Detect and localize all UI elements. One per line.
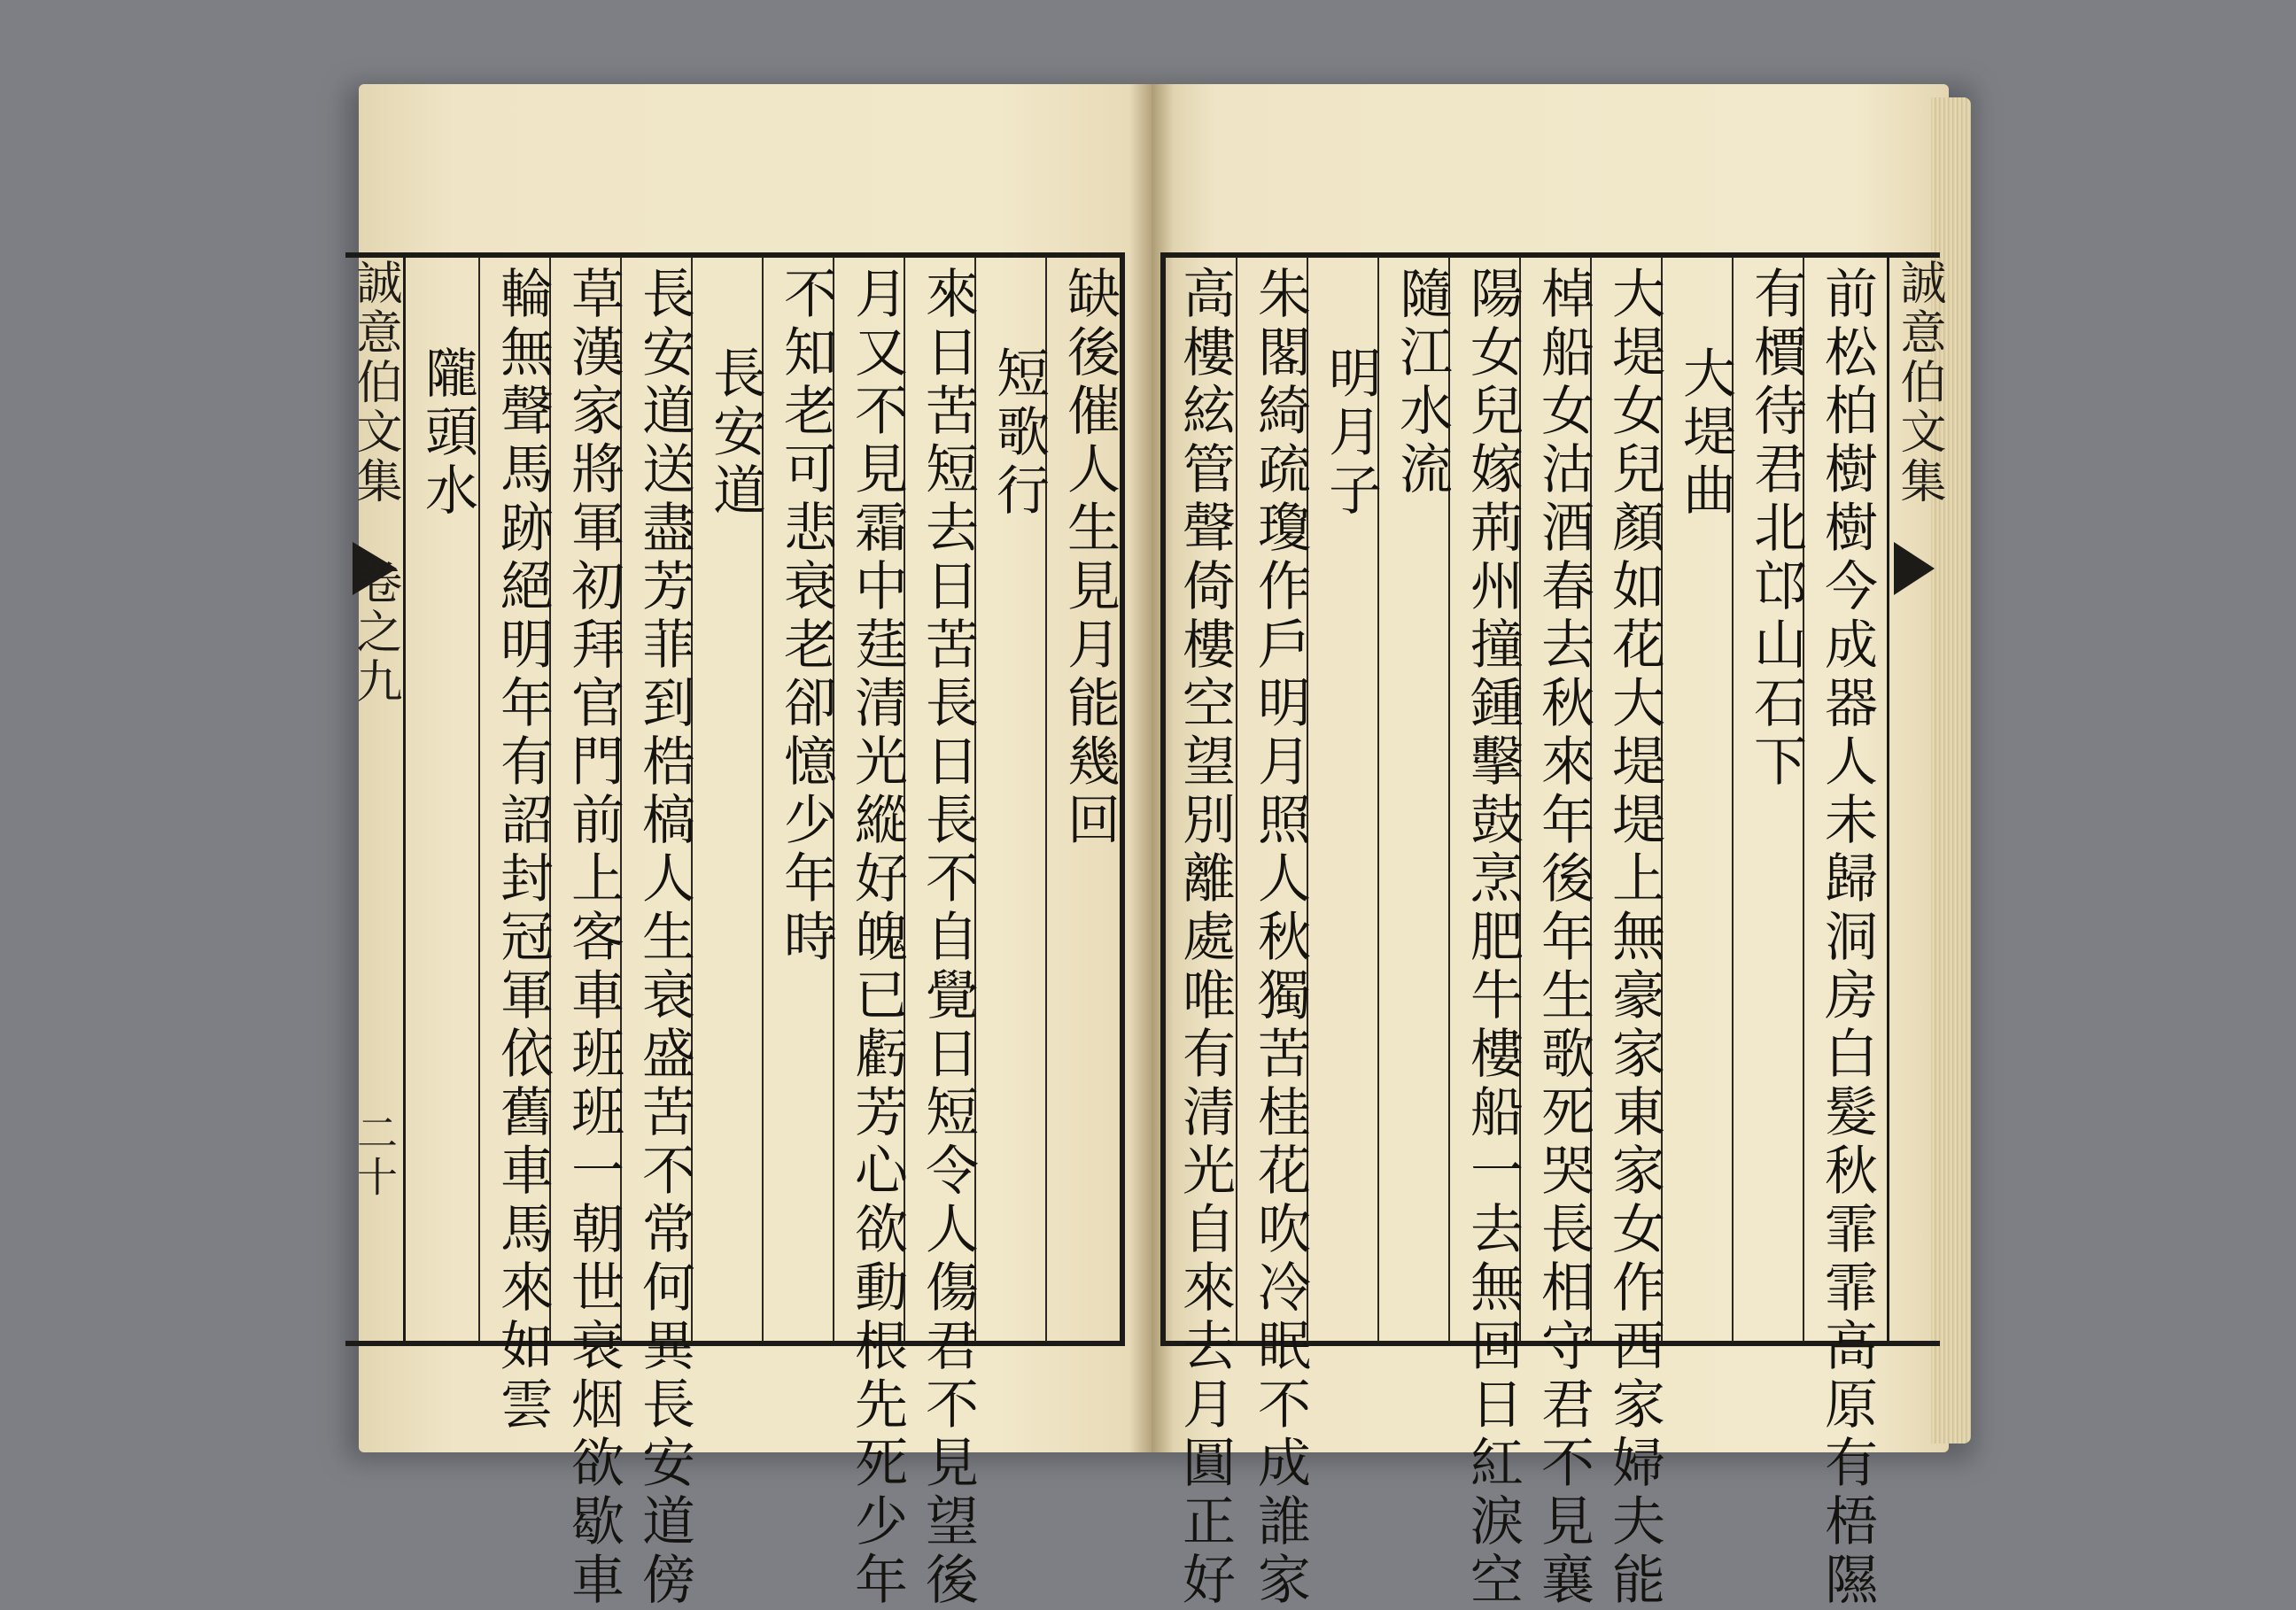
text-column: 陽女兒嫁荊州撞鍾擊鼓烹肥牛樓船一去無回日紅淚空 <box>1462 266 1524 1610</box>
text-column: 缺後催人生見月能幾回 <box>1059 266 1121 850</box>
text-column: 草漢家將軍初拜官門前上客車班班一朝世衰烟欲歇車 <box>562 266 624 1610</box>
fish-tail-mark-right <box>1894 542 1935 595</box>
text-column: 不知老可悲衰老卻憶少年時 <box>775 266 837 967</box>
text-column: 棹船女沽酒春去秋來年後年生歌死哭長相守君不見襄 <box>1532 266 1594 1610</box>
poem-title: 大堤曲 <box>1674 345 1736 521</box>
right-margin-rule <box>1887 252 1889 1346</box>
text-column: 高樓絃管聲倚樓空望別離處唯有清光自來去月圓正好 <box>1174 266 1236 1610</box>
text-column: 長安道送盡芳菲到梏槁人生衰盛苦不常何異長安道傍 <box>633 266 695 1610</box>
right-margin-title: 誠意伯文集 <box>1892 259 1945 507</box>
poem-title: 明月子 <box>1320 345 1382 521</box>
left-margin-rule <box>403 252 406 1346</box>
text-column: 來日苦短去日苦長日長不自覺日短令人傷君不見望後 <box>917 266 979 1610</box>
text-column: 前松柏樹樹今成器人未歸洞房白髮秋霏霏高原有梧隰 <box>1816 266 1878 1610</box>
text-column: 朱閣綺疏瓊作戶明月照人秋獨苦桂花吹冷眠不成誰家 <box>1249 266 1311 1610</box>
text-column: 隨江水流 <box>1391 266 1453 499</box>
text-column: 大堤女兒顏如花大堤堤上無豪家東家女作西家婦夫能 <box>1603 266 1665 1610</box>
left-margin-title: 誠意伯文集 <box>348 259 401 507</box>
poem-title: 短歌行 <box>988 345 1050 521</box>
column-rule <box>478 257 480 1342</box>
text-column: 有檟待君北邙山石下 <box>1745 266 1807 792</box>
left-margin-volume: 卷之九 <box>348 558 401 707</box>
poem-title: 長安道 <box>704 345 766 521</box>
text-column: 月又不見霜中莛清光縱好魄已虧芳心欲動根先死少年 <box>846 266 908 1610</box>
column-rule <box>1236 257 1237 1342</box>
poem-title: 隴頭水 <box>416 345 478 521</box>
left-margin-page: 二十 <box>351 1111 399 1200</box>
text-column: 輪無聲馬跡絕明年有詔封冠軍依舊車馬來如雲 <box>492 266 554 1435</box>
